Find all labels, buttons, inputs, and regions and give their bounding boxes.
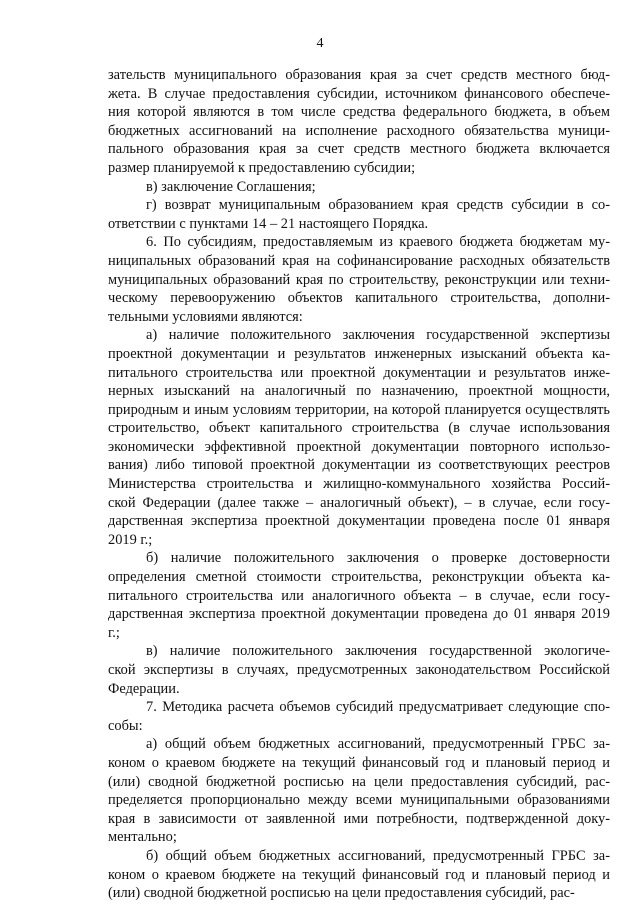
text-line: Министерства строительства и жилищно-коммунального хозяйства Россий- — [108, 476, 610, 493]
text-line: пального образования края за счет средств местного бюджета включается — [108, 141, 610, 158]
text-line: жета. В случае предоставления субсидии, источником финансового обеспече- — [108, 85, 610, 102]
text-line: ской Федерации (далее также – аналогичный объект), – в случае, если госу- — [108, 494, 610, 511]
text-line: Федерации. — [108, 680, 180, 697]
text-line: ментально; — [108, 829, 177, 846]
text-line: дарственная экспертиза проектной документации проведена до 01 января 2019 — [108, 606, 610, 623]
text-line: размер планируемой к предоставлению субсидии; — [108, 159, 416, 176]
text-line: зательств муниципального образования края за счет средств местного бюд- — [108, 67, 610, 83]
text-line: природным и иным условиям территории, на которой планируется осуществлять — [108, 401, 610, 418]
text-line: определения сметной стоимости строительства, реконструкции объекта ка- — [108, 569, 610, 586]
text-line: в) заключение Соглашения; — [146, 178, 316, 195]
text-line: ответствии с пунктами 14 – 21 настоящего Порядка. — [108, 215, 429, 232]
text-line: пределяется пропорционально между всеми муниципальными образованиями — [108, 792, 610, 809]
text-line: (или) сводной бюджетной росписью на цели предоставления субсидий, рас- — [108, 885, 575, 902]
text-line: б) общий объем бюджетных ассигнований, предусмотренный ГРБС за- — [146, 847, 610, 864]
page-number: 4 — [316, 36, 324, 51]
text-line: в) наличие положительного заключения государственной экологиче- — [146, 643, 610, 660]
text-line: проектной документации и результатов инженерных изысканий объекта ка- — [108, 345, 610, 362]
text-line: бюджетных ассигнований на исполнение расходного обязательства муници- — [108, 122, 610, 139]
text-line: ческому перевооружению объектов капитального строительства, дополни- — [108, 290, 610, 307]
text-line: 7. Методика расчета объемов субсидий предусматривает следующие спо- — [146, 699, 610, 716]
text-line: тельными условиями являются: — [108, 308, 303, 325]
text-line: г.; — [108, 624, 120, 641]
text-line: дарственная экспертиза проектной документации проведена после 01 января — [108, 513, 610, 530]
text-line: коном о краевом бюджете на текущий финансовый год и плановый период и — [108, 754, 610, 771]
document-body — [108, 66, 610, 903]
text-line: питального строительства или проектной документации и результатов инже- — [108, 364, 610, 381]
text-line: экономически эффективной проектной документации повторного использо- — [108, 438, 610, 455]
text-line: 6. По субсидиям, предоставляемым из краевого бюджета бюджетам му- — [146, 234, 610, 251]
text-line: питального строительства или аналогичного объекта – в случае, если госу- — [108, 587, 610, 604]
text-line: ния которой являются в том числе средства федерального бюджета, в объем — [108, 104, 610, 121]
text-line: 2019 г.; — [108, 531, 153, 548]
text-line: строительство, объект капитального строительства (в случае использования — [108, 420, 610, 437]
text-line: б) наличие положительного заключения о проверке достоверности — [146, 550, 610, 567]
text-line: края в зависимости от заявленной ими потребности, подтвержденной доку- — [108, 810, 610, 827]
text-line: вания) либо типовой проектной документации из соответствующих реестров — [108, 457, 610, 474]
text-line: а) общий объем бюджетных ассигнований, предусмотренный ГРБС за- — [146, 736, 610, 753]
text-line: а) наличие положительного заключения государственной экспертизы — [146, 327, 610, 344]
text-line: ниципальных образований края на софинансирование расходных обязательств — [108, 252, 610, 269]
text-line: ской экспертизы в случаях, предусмотренных законодательством Российской — [108, 662, 610, 678]
text-line: нерных изысканий на аналогичный по назначению, проектной мощности, — [108, 383, 610, 400]
text-line: муниципальных образований края по строительству, реконструкции или техни- — [108, 271, 610, 288]
text-line: г) возврат муниципальным образованием края средств субсидии в со- — [146, 197, 610, 214]
text-line: коном о краевом бюджете на текущий финансовый год и плановый период и — [108, 866, 610, 883]
text-line: собы: — [108, 717, 143, 734]
text-line: (или) сводной бюджетной росписью на цели предоставления субсидий, рас- — [108, 773, 610, 790]
